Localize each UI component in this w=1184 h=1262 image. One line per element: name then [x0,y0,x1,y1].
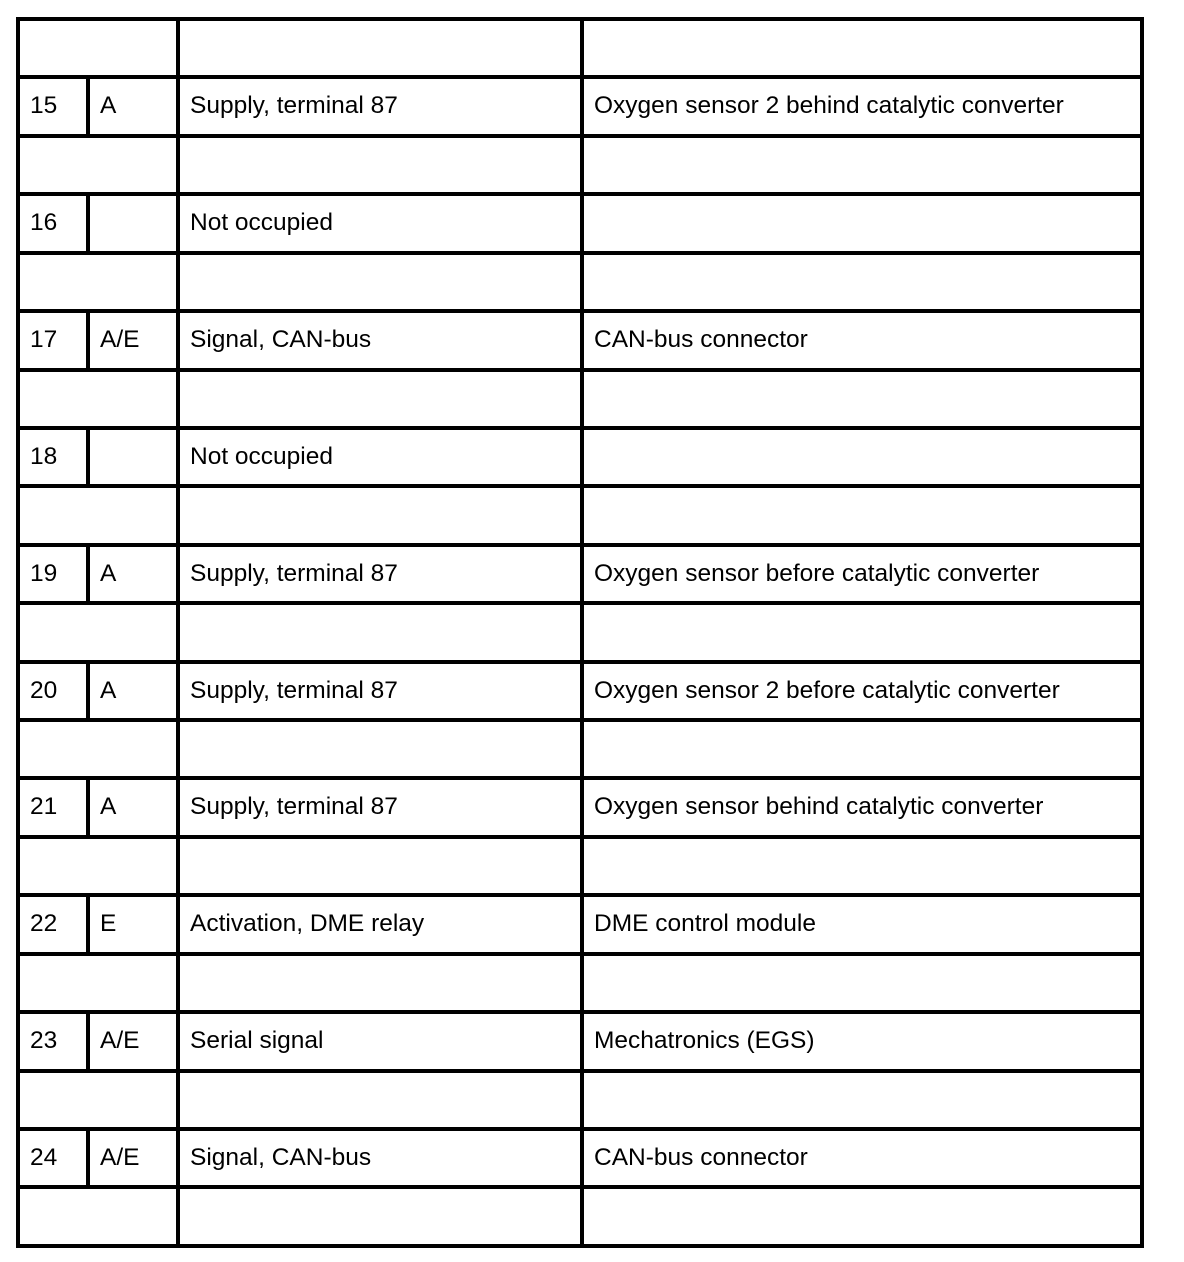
spacer-cell-description [178,954,582,1012]
spacer-row [18,837,1142,895]
component-cell: CAN-bus connector [582,1129,1142,1187]
component-cell: Oxygen sensor before catalytic converter [582,545,1142,603]
signal-type-cell: A [88,545,178,603]
spacer-row [18,486,1142,544]
spacer-cell-pin [18,19,178,77]
signal-type-cell [88,194,178,252]
spacer-cell-pin [18,720,178,778]
signal-type-cell: A/E [88,1012,178,1070]
spacer-cell-component [582,136,1142,194]
spacer-cell-component [582,603,1142,661]
spacer-row [18,720,1142,778]
signal-description-cell: Not occupied [178,428,582,486]
signal-description-cell: Supply, terminal 87 [178,778,582,836]
component-cell: CAN-bus connector [582,311,1142,369]
spacer-cell-description [178,603,582,661]
spacer-cell-pin [18,954,178,1012]
signal-type-cell: A [88,662,178,720]
pin-number-cell: 22 [18,895,88,953]
signal-type-cell: A/E [88,1129,178,1187]
pin-row [18,545,1142,603]
pin-row [18,194,1142,252]
signal-type-cell: A [88,778,178,836]
pin-row [18,778,1142,836]
pin-number-cell: 18 [18,428,88,486]
signal-description-cell: Signal, CAN-bus [178,311,582,369]
signal-description-cell: Serial signal [178,1012,582,1070]
spacer-row [18,954,1142,1012]
pin-row [18,1129,1142,1187]
pin-row [18,428,1142,486]
spacer-row [18,370,1142,428]
spacer-cell-description [178,136,582,194]
pin-number-cell: 24 [18,1129,88,1187]
pin-assignment-table [16,17,1144,1248]
pin-number-cell: 19 [18,545,88,603]
signal-type-cell: A [88,77,178,135]
pin-row [18,662,1142,720]
pin-row [18,311,1142,369]
pin-number-cell: 20 [18,662,88,720]
spacer-cell-component [582,954,1142,1012]
component-cell: Oxygen sensor 2 behind catalytic converter [582,77,1142,135]
spacer-cell-pin [18,603,178,661]
pin-table-body [18,19,1142,1246]
pin-number-cell: 15 [18,77,88,135]
signal-description-cell: Supply, terminal 87 [178,77,582,135]
spacer-cell-description [178,720,582,778]
spacer-row [18,1187,1142,1246]
spacer-row [18,136,1142,194]
pin-row [18,77,1142,135]
spacer-cell-description [178,253,582,311]
pin-number-cell: 21 [18,778,88,836]
pin-row [18,895,1142,953]
component-cell: DME control module [582,895,1142,953]
pin-row [18,1012,1142,1070]
signal-type-cell: E [88,895,178,953]
spacer-row [18,253,1142,311]
signal-description-cell: Supply, terminal 87 [178,662,582,720]
spacer-cell-component [582,253,1142,311]
component-cell [582,428,1142,486]
spacer-cell-component [582,837,1142,895]
spacer-cell-pin [18,370,178,428]
spacer-cell-component [582,1187,1142,1246]
spacer-cell-description [178,1187,582,1246]
spacer-cell-pin [18,837,178,895]
spacer-cell-description [178,837,582,895]
component-cell: Oxygen sensor behind catalytic converter [582,778,1142,836]
spacer-row [18,19,1142,77]
pin-number-cell: 16 [18,194,88,252]
spacer-cell-pin [18,486,178,544]
component-cell: Mechatronics (EGS) [582,1012,1142,1070]
component-cell [582,194,1142,252]
signal-type-cell: A/E [88,311,178,369]
pin-number-cell: 17 [18,311,88,369]
spacer-cell-pin [18,253,178,311]
spacer-cell-description [178,1071,582,1129]
spacer-cell-component [582,720,1142,778]
spacer-cell-component [582,486,1142,544]
spacer-cell-pin [18,1187,178,1246]
spacer-cell-component [582,19,1142,77]
signal-description-cell: Supply, terminal 87 [178,545,582,603]
spacer-cell-description [178,19,582,77]
spacer-cell-pin [18,136,178,194]
spacer-cell-component [582,1071,1142,1129]
spacer-cell-description [178,486,582,544]
signal-description-cell: Not occupied [178,194,582,252]
spacer-cell-pin [18,1071,178,1129]
spacer-row [18,1071,1142,1129]
spacer-cell-component [582,370,1142,428]
component-cell: Oxygen sensor 2 before catalytic converter [582,662,1142,720]
signal-description-cell: Activation, DME relay [178,895,582,953]
spacer-cell-description [178,370,582,428]
pin-number-cell: 23 [18,1012,88,1070]
signal-type-cell [88,428,178,486]
signal-description-cell: Signal, CAN-bus [178,1129,582,1187]
spacer-row [18,603,1142,661]
